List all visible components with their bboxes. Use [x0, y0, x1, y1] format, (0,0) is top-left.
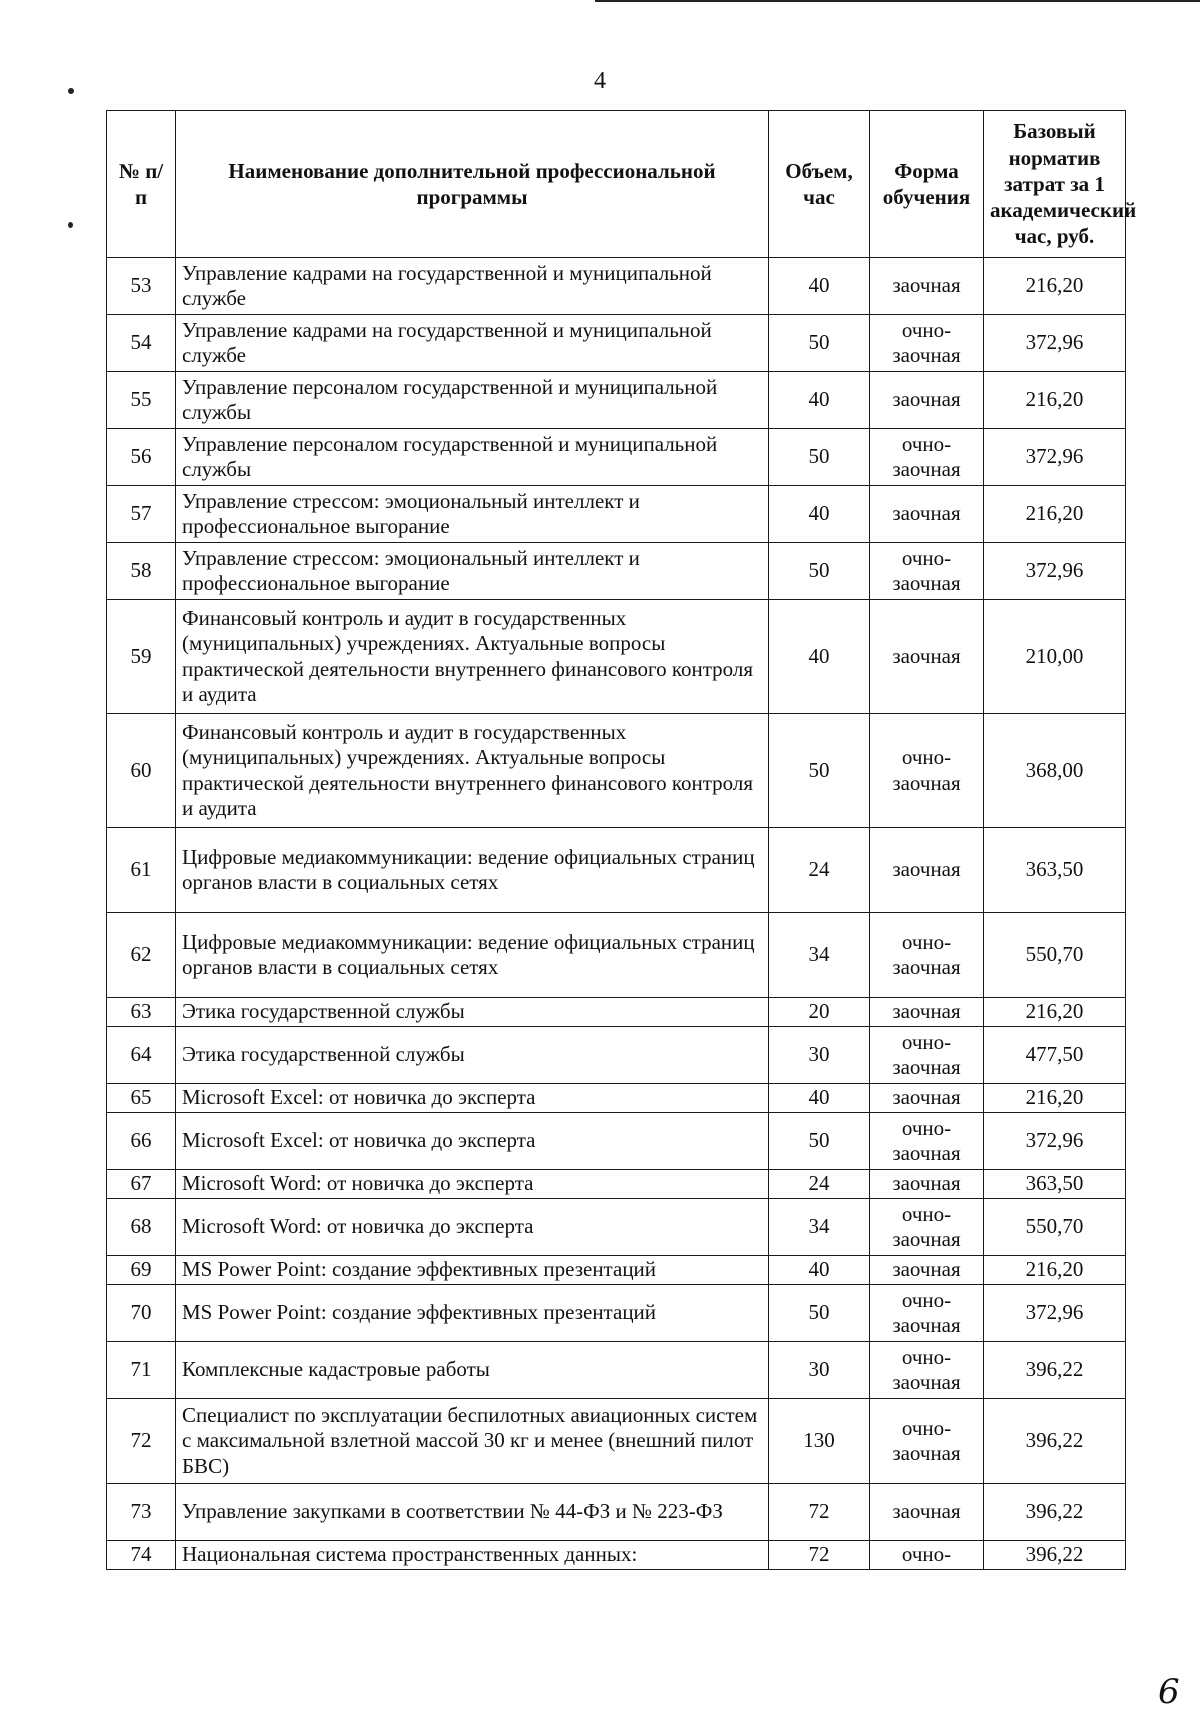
table-row [107, 828, 1126, 913]
program-name: Управление закупками в соответствии № 44-ФЗ и № 223-ФЗ [176, 1484, 769, 1541]
row-number: 69 [107, 1256, 176, 1285]
rate-value: 396,22 [984, 1484, 1126, 1541]
study-form: заочная [870, 1256, 984, 1285]
header-hours: Объем, час [769, 111, 870, 258]
program-hours: 24 [769, 828, 870, 913]
rate-value: 372,96 [984, 1285, 1126, 1342]
table-row [107, 1541, 1126, 1570]
study-form: очно-заочная [870, 1285, 984, 1342]
table-row [107, 913, 1126, 998]
program-name: Цифровые медиакоммуникации: ведение официальных страниц органов власти в социальных сетях [176, 828, 769, 913]
row-number: 60 [107, 714, 176, 828]
row-number: 71 [107, 1342, 176, 1399]
row-number: 70 [107, 1285, 176, 1342]
row-number: 59 [107, 600, 176, 714]
scan-speck [68, 222, 73, 228]
program-hours: 40 [769, 1256, 870, 1285]
row-number: 61 [107, 828, 176, 913]
table-row [107, 714, 1126, 828]
rate-value: 363,50 [984, 1170, 1126, 1199]
program-hours: 40 [769, 372, 870, 429]
table-row [107, 1399, 1126, 1484]
header-program-name: Наименование дополнительной профессиональной программы [176, 111, 769, 258]
program-hours: 72 [769, 1541, 870, 1570]
rate-value: 216,20 [984, 486, 1126, 543]
study-form: заочная [870, 372, 984, 429]
study-form: очно-заочная [870, 1199, 984, 1256]
program-hours: 50 [769, 429, 870, 486]
table-row [107, 543, 1126, 600]
study-form: очно-заочная [870, 429, 984, 486]
program-name: Microsoft Word: от новичка до эксперта [176, 1199, 769, 1256]
rate-value: 477,50 [984, 1027, 1126, 1084]
program-hours: 40 [769, 600, 870, 714]
table-row [107, 1256, 1126, 1285]
program-hours: 30 [769, 1342, 870, 1399]
rate-value: 216,20 [984, 258, 1126, 315]
table-header-row [107, 111, 1126, 258]
rate-value: 396,22 [984, 1342, 1126, 1399]
program-hours: 40 [769, 258, 870, 315]
row-number: 63 [107, 998, 176, 1027]
rate-value: 363,50 [984, 828, 1126, 913]
program-name: Microsoft Excel: от новичка до эксперта [176, 1113, 769, 1170]
program-hours: 30 [769, 1027, 870, 1084]
table-row [107, 429, 1126, 486]
program-name: MS Power Point: создание эффективных презентаций [176, 1256, 769, 1285]
study-form: очно-заочная [870, 1342, 984, 1399]
table-row [107, 258, 1126, 315]
program-name: Финансовый контроль и аудит в государственных (муниципальных) учреждениях. Актуальные вопросы практической деятельности внутреннего финансового контроля и аудита [176, 714, 769, 828]
table-row [107, 1113, 1126, 1170]
row-number: 64 [107, 1027, 176, 1084]
row-number: 56 [107, 429, 176, 486]
program-hours: 34 [769, 1199, 870, 1256]
header-form: Форма обучения [870, 111, 984, 258]
program-name: Управление персоналом государственной и муниципальной службы [176, 429, 769, 486]
study-form: заочная [870, 258, 984, 315]
program-hours: 130 [769, 1399, 870, 1484]
table-row [107, 315, 1126, 372]
table-row [107, 1027, 1126, 1084]
table-row [107, 1199, 1126, 1256]
program-name: Управление кадрами на государственной и муниципальной службе [176, 315, 769, 372]
study-form: очно- [870, 1541, 984, 1570]
program-name: Национальная система пространственных данных: [176, 1541, 769, 1570]
row-number: 73 [107, 1484, 176, 1541]
rate-value: 368,00 [984, 714, 1126, 828]
program-name: Цифровые медиакоммуникации: ведение официальных страниц органов власти в социальных сетях [176, 913, 769, 998]
program-name: Этика государственной службы [176, 998, 769, 1027]
row-number: 57 [107, 486, 176, 543]
rate-value: 216,20 [984, 372, 1126, 429]
row-number: 72 [107, 1399, 176, 1484]
row-number: 66 [107, 1113, 176, 1170]
rate-value: 372,96 [984, 429, 1126, 486]
program-hours: 72 [769, 1484, 870, 1541]
table-row [107, 998, 1126, 1027]
header-rate: Базовый норматив затрат за 1 академический час, руб. [984, 111, 1126, 258]
study-form: заочная [870, 1484, 984, 1541]
program-name: MS Power Point: создание эффективных презентаций [176, 1285, 769, 1342]
study-form: очно-заочная [870, 714, 984, 828]
program-name: Специалист по эксплуатации беспилотных авиационных систем с максимальной взлетной массой 30 кг и менее (внешний пилот БВС) [176, 1399, 769, 1484]
program-name: Microsoft Excel: от новичка до эксперта [176, 1084, 769, 1113]
top-border-line [595, 0, 1200, 2]
rate-value: 550,70 [984, 1199, 1126, 1256]
rate-value: 372,96 [984, 1113, 1126, 1170]
study-form: заочная [870, 486, 984, 543]
program-hours: 40 [769, 486, 870, 543]
program-name: Microsoft Word: от новичка до эксперта [176, 1170, 769, 1199]
table-row [107, 1484, 1126, 1541]
rate-value: 216,20 [984, 998, 1126, 1027]
program-name: Комплексные кадастровые работы [176, 1342, 769, 1399]
rate-value: 216,20 [984, 1256, 1126, 1285]
program-hours: 50 [769, 1285, 870, 1342]
program-hours: 50 [769, 714, 870, 828]
program-hours: 50 [769, 1113, 870, 1170]
program-name: Управление персоналом государственной и муниципальной службы [176, 372, 769, 429]
program-name: Финансовый контроль и аудит в государственных (муниципальных) учреждениях. Актуальные вопросы практической деятельности внутреннего финансового контроля и аудита [176, 600, 769, 714]
study-form: заочная [870, 1084, 984, 1113]
program-hours: 40 [769, 1084, 870, 1113]
program-hours: 24 [769, 1170, 870, 1199]
program-hours: 50 [769, 315, 870, 372]
study-form: заочная [870, 1170, 984, 1199]
program-name: Управление стрессом: эмоциональный интеллект и профессиональное выгорание [176, 543, 769, 600]
rate-value: 216,20 [984, 1084, 1126, 1113]
rate-value: 550,70 [984, 913, 1126, 998]
page-number: 4 [594, 68, 606, 94]
program-name: Управление кадрами на государственной и муниципальной службе [176, 258, 769, 315]
program-hours: 34 [769, 913, 870, 998]
row-number: 53 [107, 258, 176, 315]
table-row [107, 600, 1126, 714]
program-hours: 20 [769, 998, 870, 1027]
row-number: 54 [107, 315, 176, 372]
rate-value: 372,96 [984, 543, 1126, 600]
row-number: 58 [107, 543, 176, 600]
rate-value: 396,22 [984, 1541, 1126, 1570]
row-number: 55 [107, 372, 176, 429]
study-form: очно-заочная [870, 1027, 984, 1084]
study-form: заочная [870, 998, 984, 1027]
row-number: 65 [107, 1084, 176, 1113]
scan-speck [68, 88, 74, 94]
rate-value: 210,00 [984, 600, 1126, 714]
study-form: очно-заочная [870, 543, 984, 600]
row-number: 68 [107, 1199, 176, 1256]
row-number: 67 [107, 1170, 176, 1199]
header-number: № п/п [107, 111, 176, 258]
row-number: 74 [107, 1541, 176, 1570]
table-row [107, 372, 1126, 429]
study-form: очно-заочная [870, 913, 984, 998]
program-hours: 50 [769, 543, 870, 600]
study-form: заочная [870, 600, 984, 714]
program-name: Этика государственной службы [176, 1027, 769, 1084]
handwritten-page-mark: 6 [1158, 1672, 1180, 1712]
study-form: заочная [870, 828, 984, 913]
rate-value: 396,22 [984, 1399, 1126, 1484]
study-form: очно-заочная [870, 1399, 984, 1484]
rate-value: 372,96 [984, 315, 1126, 372]
table-row [107, 1170, 1126, 1199]
program-name: Управление стрессом: эмоциональный интеллект и профессиональное выгорание [176, 486, 769, 543]
programs-table [106, 110, 1137, 1570]
study-form: очно-заочная [870, 1113, 984, 1170]
row-number: 62 [107, 913, 176, 998]
study-form: очно-заочная [870, 315, 984, 372]
table-row [107, 1342, 1126, 1399]
table-row [107, 1084, 1126, 1113]
table-row [107, 486, 1126, 543]
table-row [107, 1285, 1126, 1342]
